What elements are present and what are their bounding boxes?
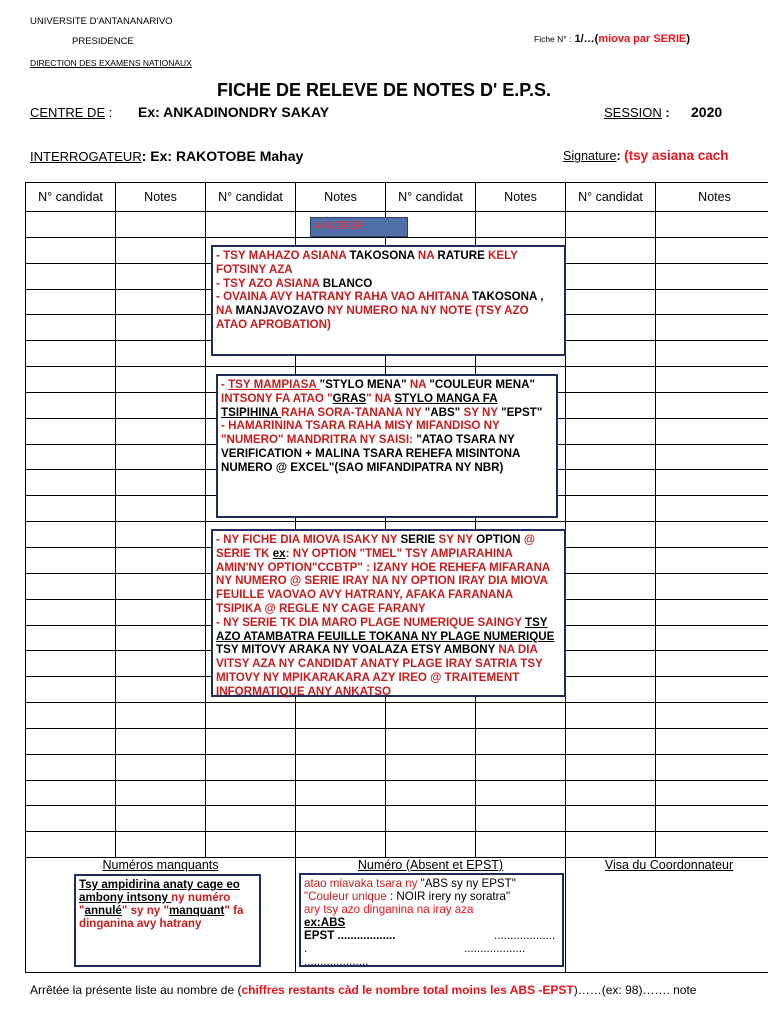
candidate-number-cell[interactable] xyxy=(26,289,116,315)
note-cell[interactable] xyxy=(656,651,768,677)
note-text-segment: ny numéro " xyxy=(79,891,231,917)
note-line xyxy=(216,290,561,304)
note-cell[interactable] xyxy=(116,754,206,780)
footer-text: Arrêtée la présente liste au nombre de (chiffres restants càd le nombre total moins les ABS -EPST)……(ex: 98)……. note xyxy=(30,983,697,997)
centre-value: Ex: ANKADINONDRY SAKAY xyxy=(138,104,330,120)
candidate-number-cell[interactable] xyxy=(386,832,476,858)
column-header: N° candidat xyxy=(566,183,656,212)
note-cell[interactable] xyxy=(656,703,768,729)
note-text-segment: SY NY xyxy=(438,533,477,546)
note-cell[interactable] xyxy=(116,780,206,806)
note-cell[interactable] xyxy=(116,703,206,729)
note-cell[interactable] xyxy=(116,263,206,289)
note-cell[interactable] xyxy=(656,315,768,341)
signature-label: Signature: (tsy asiana cach xyxy=(563,148,729,163)
note-text-segment: Tsy ampidirina anaty cage eo ambony intsony xyxy=(79,878,240,904)
note-text-segment: - HAMARININA TSARA RAHA MISY MIFANDISO NY "NUMERO" MANDRITRA NY SAISI: xyxy=(221,419,500,447)
note-cell[interactable] xyxy=(296,780,386,806)
candidate-number-cell[interactable] xyxy=(566,367,656,393)
note-text-segment: " NA xyxy=(366,391,395,405)
absent-epst-instructions xyxy=(299,873,564,967)
candidate-number-cell[interactable] xyxy=(566,599,656,625)
note-text-segment: : NOIR irery ny soratra" xyxy=(389,890,511,903)
note-cell[interactable] xyxy=(656,677,768,703)
note-cell[interactable] xyxy=(116,651,206,677)
missing-numbers-instructions xyxy=(74,874,261,967)
candidate-number-cell[interactable] xyxy=(566,237,656,263)
candidate-number-cell[interactable] xyxy=(26,315,116,341)
missing-numbers-label: Numéros manquants xyxy=(102,858,219,872)
note-cell[interactable] xyxy=(116,496,206,522)
candidate-number-cell[interactable] xyxy=(206,780,296,806)
note-cell[interactable] xyxy=(116,677,206,703)
note-cell[interactable] xyxy=(476,703,566,729)
note-cell[interactable] xyxy=(116,522,206,548)
candidate-number-cell[interactable] xyxy=(386,780,476,806)
candidate-number-cell[interactable] xyxy=(26,651,116,677)
mid-line-6: . ................... xyxy=(304,942,526,955)
note-box-rules-3 xyxy=(211,529,566,697)
presidence-label: PRESIDENCE xyxy=(72,36,134,47)
note-text-segment: - TSY MAHAZO ASIANA xyxy=(216,249,350,262)
centre-label: CENTRE DE : xyxy=(30,105,113,120)
mid-line-2 xyxy=(304,890,559,903)
interrogateur-label: INTERROGATEUR: Ex: RAKOTOBE Mahay xyxy=(30,148,304,164)
candidate-number-cell[interactable] xyxy=(26,573,116,599)
column-header: Notes xyxy=(296,183,386,212)
candidate-number-cell[interactable] xyxy=(206,832,296,858)
visa-cell xyxy=(566,858,768,972)
note-text-segment: "ABS sy ny EPST" xyxy=(420,877,516,890)
candidate-number-cell[interactable] xyxy=(566,418,656,444)
note-cell[interactable] xyxy=(656,806,768,832)
column-header: N° candidat xyxy=(206,183,296,212)
note-text-segment: - TSY AZO ASIANA xyxy=(216,276,323,290)
note-text-segment: NY NUMERO NA NY NOTE (TSY AZO ATAO APROBATION) xyxy=(216,304,529,331)
note-cell[interactable] xyxy=(116,444,206,470)
absent-epst-label: Numéro (Absent et EPST) xyxy=(357,858,504,872)
note-line xyxy=(216,533,561,616)
candidate-number-cell[interactable] xyxy=(26,754,116,780)
note-cell[interactable] xyxy=(476,806,566,832)
candidate-number-cell[interactable] xyxy=(26,444,116,470)
note-cell[interactable] xyxy=(296,703,386,729)
university-name: UNIVERSITE D'ANTANANARIVO xyxy=(30,16,173,27)
note-cell[interactable] xyxy=(656,522,768,548)
table-row xyxy=(26,806,768,832)
mid-line-3: ary tsy azo dinganina na iray aza xyxy=(304,903,474,916)
note-cell[interactable] xyxy=(116,392,206,418)
fiche-number: Fiche N° : 1/…(miova par SERIE) xyxy=(534,33,691,45)
note-text-segment: TSY AZO ATAMBATRA FEUILLE TOKANA NY PLAGE NUMERIQUE xyxy=(216,615,555,643)
note-text-segment: manquant xyxy=(168,904,225,917)
column-header: Notes xyxy=(656,183,768,212)
note-line xyxy=(216,616,561,699)
note-text-segment: NA xyxy=(409,378,430,391)
candidate-number-cell[interactable] xyxy=(386,806,476,832)
candidate-number-cell[interactable] xyxy=(26,832,116,858)
candidate-number-cell[interactable] xyxy=(26,522,116,548)
visa-label: Visa du Coordonnateur xyxy=(604,858,734,872)
mid-line-5: EPST .................. ................... xyxy=(304,929,556,942)
candidate-number-cell[interactable] xyxy=(26,263,116,289)
candidate-number-cell[interactable] xyxy=(566,625,656,651)
candidate-number-cell[interactable] xyxy=(26,212,116,238)
note-line xyxy=(221,378,553,419)
note-cell[interactable] xyxy=(296,832,386,858)
mid-line-4: ex:ABS xyxy=(304,916,346,929)
note-cell[interactable] xyxy=(656,212,768,238)
note-cell[interactable] xyxy=(476,780,566,806)
note-text-segment: : NY OPTION "TMEL" TSY AMPIARAHINA AMIN'NY OPTION"CCBTP" : IZANY HOE REHEFA MIFARANA NY NUMERO @ SERIE IRAY NA NY OPTION IRAY DIA MIOVA FEUILLE VAOVAO AVY HATRANY, AFAKA FARANANA TSIPIKA @ REGLE NY CAGE FARANY xyxy=(216,546,550,615)
candidate-number-cell[interactable] xyxy=(26,418,116,444)
candidate-number-cell[interactable] xyxy=(566,651,656,677)
note-text-segment: INTSONY FA ATAO " xyxy=(221,391,333,405)
candidate-number-cell[interactable] xyxy=(566,832,656,858)
candidate-number-cell[interactable] xyxy=(386,703,476,729)
candidate-number-cell[interactable] xyxy=(26,547,116,573)
candidate-number-cell[interactable] xyxy=(566,341,656,367)
candidate-number-cell[interactable] xyxy=(206,703,296,729)
candidate-number-cell[interactable] xyxy=(566,496,656,522)
note-line xyxy=(216,277,561,291)
note-cell[interactable] xyxy=(116,625,206,651)
candidate-number-cell[interactable] xyxy=(566,392,656,418)
note-text-segment: "Couleur unique xyxy=(304,890,390,903)
note-text-segment: TAKOSONA xyxy=(349,249,418,262)
candidate-number-cell[interactable] xyxy=(26,341,116,367)
note-text-segment: ex xyxy=(272,546,286,560)
candidate-number-cell[interactable] xyxy=(206,754,296,780)
note-text-segment: NA xyxy=(216,304,236,318)
column-header: Notes xyxy=(116,183,206,212)
note-cell[interactable] xyxy=(116,832,206,858)
note-cell[interactable] xyxy=(656,832,768,858)
table-row xyxy=(26,780,768,806)
note-text-segment: " sy ny " xyxy=(121,904,169,917)
note-cell[interactable] xyxy=(116,599,206,625)
note-cell[interactable] xyxy=(116,289,206,315)
note-text-segment: RAHA SORA-TANANA NY xyxy=(281,405,425,419)
table-row xyxy=(26,728,768,754)
candidate-number-cell[interactable] xyxy=(566,754,656,780)
note-cell[interactable] xyxy=(656,418,768,444)
note-text-segment: STYLO MANGA FA TSIPIHINA xyxy=(221,391,498,419)
candidate-number-cell[interactable] xyxy=(26,237,116,263)
candidate-number-cell[interactable] xyxy=(566,780,656,806)
candidate-number-cell[interactable] xyxy=(206,212,296,238)
note-cell[interactable] xyxy=(116,470,206,496)
note-cell[interactable] xyxy=(116,315,206,341)
note-cell[interactable] xyxy=(296,754,386,780)
note-cell[interactable] xyxy=(476,754,566,780)
note-cell[interactable] xyxy=(656,341,768,367)
candidate-number-cell[interactable] xyxy=(26,625,116,651)
note-cell[interactable] xyxy=(116,418,206,444)
note-cell[interactable] xyxy=(656,496,768,522)
note-cell[interactable] xyxy=(476,212,566,238)
column-header: N° candidat xyxy=(26,183,116,212)
page-title: FICHE DE RELEVE DE NOTES D' E.P.S. xyxy=(216,80,552,100)
note-text-segment: - NY SERIE TK DIA MARO PLAGE NUMERIQUE SAINGY xyxy=(216,615,525,629)
note-text-segment: RATURE xyxy=(437,249,489,262)
note-text-segment: "ATAO TSARA NY VERIFICATION + MALINA TSARA REHEFA MISINTONA NUMERO @ EXCEL"(SAO MIFANDIPATRA NY NBR) xyxy=(221,433,520,474)
note-cell[interactable] xyxy=(656,547,768,573)
note-cell[interactable] xyxy=(656,470,768,496)
note-text-segment: NA xyxy=(417,249,438,262)
candidate-number-cell[interactable] xyxy=(26,599,116,625)
note-text-segment: atao miavaka tsara ny xyxy=(304,877,421,890)
note-cell[interactable] xyxy=(116,547,206,573)
note-box-rules-2 xyxy=(216,374,558,518)
note-box-rules-1 xyxy=(211,245,566,356)
note-text-segment: OPTION xyxy=(476,533,524,546)
a-noter-highlight: A NOTER xyxy=(310,217,408,237)
note-text-segment: BLANCO xyxy=(322,276,373,290)
direction-label: DIRECTION DES EXAMENS NATIONAUX xyxy=(30,58,192,68)
candidate-number-cell[interactable] xyxy=(566,212,656,238)
note-cell[interactable] xyxy=(116,341,206,367)
session-label: SESSION : xyxy=(604,105,670,120)
mid-line-7: .................... xyxy=(304,955,369,968)
candidate-number-cell[interactable] xyxy=(566,470,656,496)
note-cell[interactable] xyxy=(656,625,768,651)
note-cell[interactable] xyxy=(296,728,386,754)
note-cell[interactable] xyxy=(476,832,566,858)
candidate-number-cell[interactable] xyxy=(566,289,656,315)
candidate-number-cell[interactable] xyxy=(386,754,476,780)
candidate-number-cell[interactable] xyxy=(26,470,116,496)
note-text-segment: @ SERIE TK xyxy=(216,533,536,560)
note-text-segment: " fa dinganina avy hatrany xyxy=(79,904,244,930)
note-text-segment: GRAS xyxy=(332,391,367,405)
candidate-number-cell[interactable] xyxy=(26,677,116,703)
note-line xyxy=(221,419,553,474)
note-cell[interactable] xyxy=(296,806,386,832)
note-cell[interactable] xyxy=(656,263,768,289)
note-cell[interactable] xyxy=(656,754,768,780)
note-cell[interactable] xyxy=(656,573,768,599)
note-text-segment: NA DIA VITSY AZA NY CANDIDAT ANATY PLAGE IRAY SATRIA TSY MITOVY NY MPIKARAKARA AZY IREO @ TRAITEMENT INFORMATIQUE ANY ANKATSO xyxy=(216,643,543,698)
note-text-segment: - OVAINA AVY HATRANY RAHA VAO AHITANA xyxy=(216,290,472,304)
note-text-segment: annulé xyxy=(84,904,122,917)
note-text-segment: "COULEUR MENA" xyxy=(429,378,536,391)
candidate-number-cell[interactable] xyxy=(566,547,656,573)
candidate-number-cell[interactable] xyxy=(206,806,296,832)
candidate-number-cell[interactable] xyxy=(26,806,116,832)
note-cell[interactable] xyxy=(116,367,206,393)
column-header: N° candidat xyxy=(386,183,476,212)
note-text-segment: "EPST" xyxy=(501,405,543,419)
candidate-number-cell[interactable] xyxy=(386,728,476,754)
candidate-number-cell[interactable] xyxy=(26,703,116,729)
note-cell[interactable] xyxy=(656,367,768,393)
note-text-segment: TAKOSONA , xyxy=(471,290,544,304)
note-cell[interactable] xyxy=(116,806,206,832)
note-cell[interactable] xyxy=(656,444,768,470)
note-cell[interactable] xyxy=(656,780,768,806)
candidate-number-cell[interactable] xyxy=(566,806,656,832)
note-text-segment: "ABS" xyxy=(424,405,464,419)
candidate-number-cell[interactable] xyxy=(26,392,116,418)
candidate-number-cell[interactable] xyxy=(566,315,656,341)
table-row xyxy=(26,832,768,858)
note-cell[interactable] xyxy=(116,212,206,238)
candidate-number-cell[interactable] xyxy=(26,780,116,806)
note-cell[interactable] xyxy=(656,237,768,263)
note-text-segment: - NY FICHE DIA MIOVA ISAKY NY xyxy=(216,533,401,546)
table-row xyxy=(26,703,768,729)
note-text-segment: - xyxy=(221,378,229,391)
table-header-row xyxy=(26,183,768,212)
note-text-segment: TSY MAMPIASA xyxy=(228,378,320,391)
candidate-number-cell[interactable] xyxy=(566,263,656,289)
candidate-number-cell[interactable] xyxy=(566,522,656,548)
note-cell[interactable] xyxy=(656,392,768,418)
note-text-segment: SY NY xyxy=(463,405,502,419)
note-text-segment: TSY MITOVY ARAKA NY VOALAZA ETSY AMBONY xyxy=(216,643,499,657)
mid-line-1 xyxy=(304,877,559,890)
note-cell[interactable] xyxy=(116,573,206,599)
candidate-number-cell[interactable] xyxy=(566,444,656,470)
table-row xyxy=(26,754,768,780)
session-value: 2020 xyxy=(691,104,723,120)
note-cell[interactable] xyxy=(116,237,206,263)
candidate-number-cell[interactable] xyxy=(566,703,656,729)
note-text-segment: MANJAVOZAVO xyxy=(235,304,328,318)
note-text-segment: "STYLO MENA" xyxy=(319,378,410,391)
note-cell[interactable] xyxy=(116,728,206,754)
candidate-number-cell[interactable] xyxy=(26,728,116,754)
candidate-number-cell[interactable] xyxy=(566,573,656,599)
note-line xyxy=(216,249,561,277)
note-cell[interactable] xyxy=(656,289,768,315)
candidate-number-cell[interactable] xyxy=(26,496,116,522)
note-cell[interactable] xyxy=(656,599,768,625)
note-text-segment: KELY FOTSINY AZA xyxy=(216,249,518,276)
note-cell[interactable] xyxy=(656,728,768,754)
note-cell[interactable] xyxy=(476,728,566,754)
candidate-number-cell[interactable] xyxy=(566,728,656,754)
candidate-number-cell[interactable] xyxy=(26,367,116,393)
note-text-segment: SERIE xyxy=(400,533,439,546)
candidate-number-cell[interactable] xyxy=(206,728,296,754)
note-line xyxy=(216,304,561,332)
candidate-number-cell[interactable] xyxy=(566,677,656,703)
column-header: Notes xyxy=(476,183,566,212)
